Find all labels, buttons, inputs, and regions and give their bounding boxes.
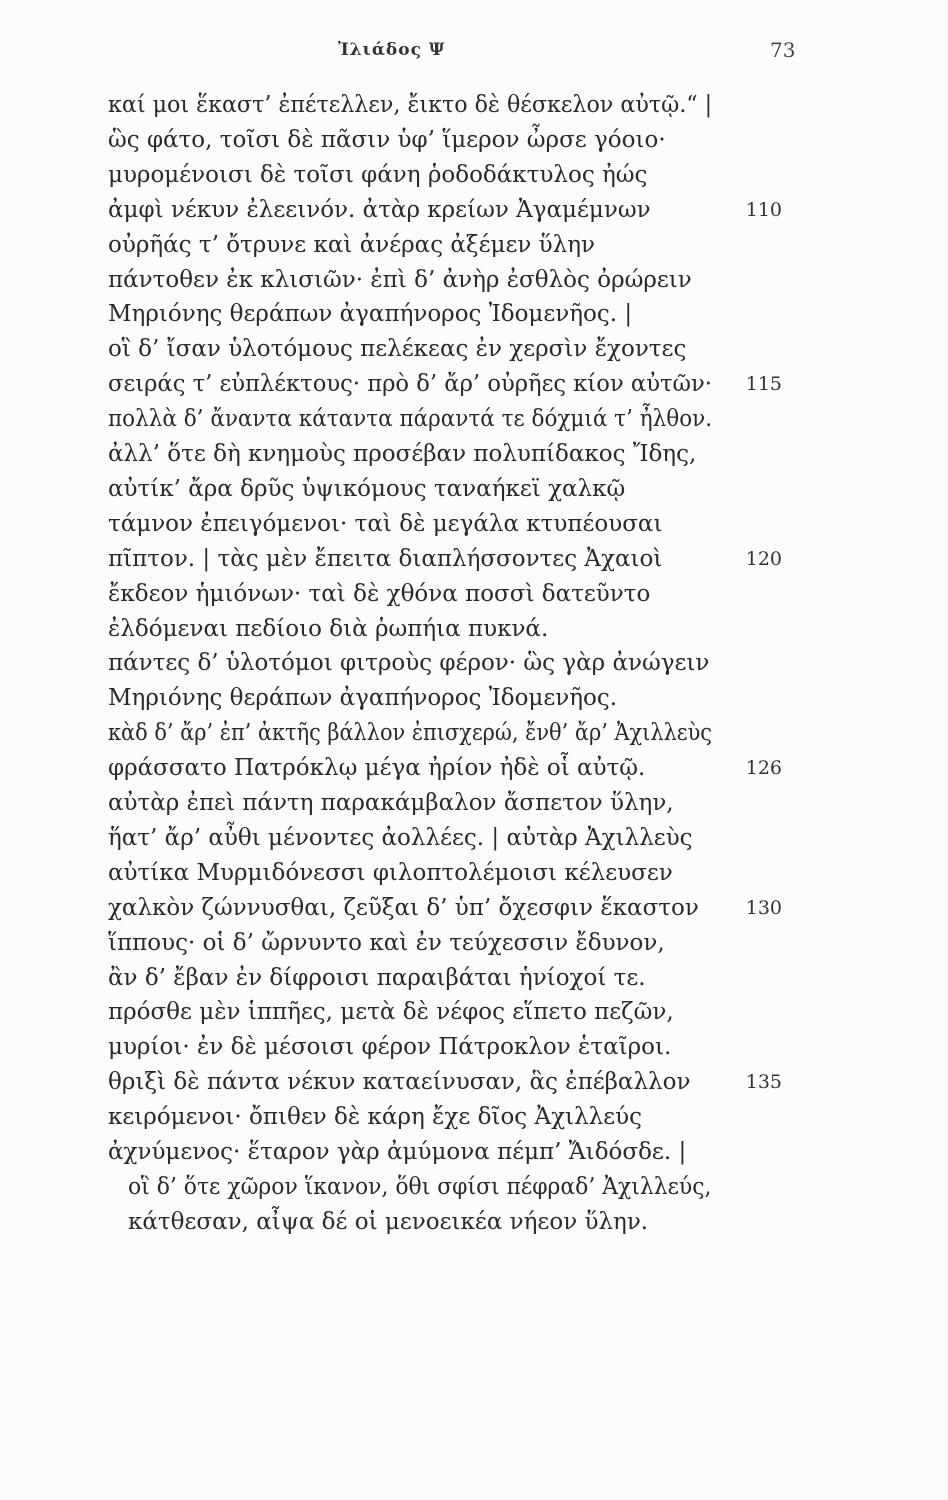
verse-line: θριξὶ δὲ πάντα νέκυν καταείνυσαν, ἃς ἐπέβαλλον [108,1069,691,1096]
verse-line: ἀλλ’ ὅτε δὴ κνημοὺς προσέβαν πολυπίδακος Ἴδης, [108,441,697,467]
verse-line: πῖπτον. | τὰς μὲν ἔπειτα διαπλήσσοντες Ἀχαιοὶ [108,545,663,572]
page-header [0,38,948,68]
verse-line: ἥατ’ ἄρ’ αὖθι μένοντες ἀολλέες. | αὐτὰρ Ἀχιλλεὺς [108,824,693,851]
verse-line: αὐτὰρ ἐπεὶ πάντη παρακάμβαλον ἄσπετον ὕλην, [108,790,674,816]
verse-line: μυρίοι· ἐν δὲ μέσοισι φέρον Πάτροκλον ἑταῖροι. [108,1034,672,1061]
line-number: 120 [745,547,782,570]
line-number: 126 [745,757,782,780]
verse-line: αὐτίκ’ ἄρα δρῦς ὑψικόμους ταναήκεϊ χαλκῷ [108,475,626,502]
verse-line: οἳ δ’ ἴσαν ὑλοτόμους πελέκεας ἐν χερσὶν ἔχοντες [108,336,687,363]
verse-line: ἵππους· οἱ δ’ ὤρνυντο καὶ ἐν τεύχεσσιν ἔδυνον, [108,929,665,956]
verse-line: ἂν δ’ ἔβαν ἐν δίφροισι παραιβάται ἡνίοχοί τε. [108,964,646,991]
verse-line: ἐλδόμεναι πεδίοιο διὰ ῥωπήια πυκνά. [108,615,549,642]
verse-line: πρόσθε μὲν ἱππῆες, μετὰ δὲ νέφος εἵπετο πεζῶν, [108,999,674,1026]
verse-line: κειρόμενοι· ὄπιθεν δὲ κάρη ἔχε δῖος Ἀχιλλεύς [108,1104,642,1131]
verse-line: ἀχνύμενος· ἕταρον γὰρ ἀμύμονα πέμπ’ Ἄιδόσδε. | [108,1139,687,1165]
facing-page-bleed-through [772,80,948,1200]
verse-line: οἳ δ’ ὅτε χῶρον ἵκανον, ὅθι σφίσι πέφραδ’ Ἀχιλλεύς, [128,1173,712,1200]
verse-line: κάτθεσαν, αἶψα δέ οἱ μενοεικέα νήεον ὕλην. [128,1208,649,1235]
verse-line: μυρομένοισι δὲ τοῖσι φάνη ῥοδοδάκτυλος ἠώς [108,161,648,188]
verse-line: τάμνον ἐπειγόμενοι· ταὶ δὲ μεγάλα κτυπέουσαι [108,510,663,537]
verse-line: αὐτίκα Μυρμιδόνεσσι φιλοπτολέμοισι κέλευσεν [108,859,673,886]
line-number: 115 [745,373,782,396]
line-number: 135 [745,1071,782,1094]
verse-line: Μηριόνης θεράπων ἀγαπήνορος Ἰδομενῆος. [108,685,618,712]
verse-line: ὣς φάτο, τοῖσι δὲ πᾶσιν ὑφ’ ἵμερον ὦρσε γόοιο· [108,126,666,153]
verse-line: ἀμφὶ νέκυν ἐλεεινόν. ἀτὰρ κρείων Ἀγαμέμνων [108,196,651,223]
verse-line: ἔκδεον ἡμιόνων· ταὶ δὲ χθόνα ποσσὶ δατεῦντο [108,580,651,607]
verse-line: οὐρῆάς τ’ ὄτρυνε καὶ ἀνέρας ἀξέμεν ὕλην [108,231,595,258]
running-title: Ἰλιάδος Ψ [338,40,446,60]
verse-line: φράσσατο Πατρόκλῳ μέγα ἠρίον ἠδὲ οἷ αὐτῷ. [108,755,646,782]
line-number: 130 [745,896,782,919]
verse-line: καί μοι ἕκαστ’ ἐπέτελλεν, ἔικτο δὲ θέσκελον αὐτῷ.“ | [108,92,713,118]
verse-line: πάντοθεν ἐκ κλισιῶν· ἐπὶ δ’ ἀνὴρ ἐσθλὸς ὀρώρειν [108,266,692,293]
verse-line: σειράς τ’ εὐπλέκτους· πρὸ δ’ ἄρ’ οὐρῆες κίον αὐτῶν· [108,371,712,398]
verse-line: κὰδ δ’ ἄρ’ ἐπ’ ἀκτῆς βάλλον ἐπισχερώ, ἔνθ’ ἄρ’ Ἀχιλλεὺς [108,720,712,747]
verse-line: χαλκὸν ζώννυσθαι, ζεῦξαι δ’ ὑπ’ ὄχεσφιν ἕκαστον [108,894,699,921]
verse-line: πολλὰ δ’ ἄναντα κάταντα πάραντά τε δόχμιά τ’ ἦλθον. [108,406,713,433]
verse-line: Μηριόνης θεράπων ἀγαπήνορος Ἰδομενῆος. | [108,301,633,328]
verse-line: πάντες δ’ ὑλοτόμοι φιτροὺς φέρον· ὣς γὰρ ἀνώγειν [108,650,710,677]
page-number: 73 [770,38,796,62]
line-number: 110 [745,198,782,221]
